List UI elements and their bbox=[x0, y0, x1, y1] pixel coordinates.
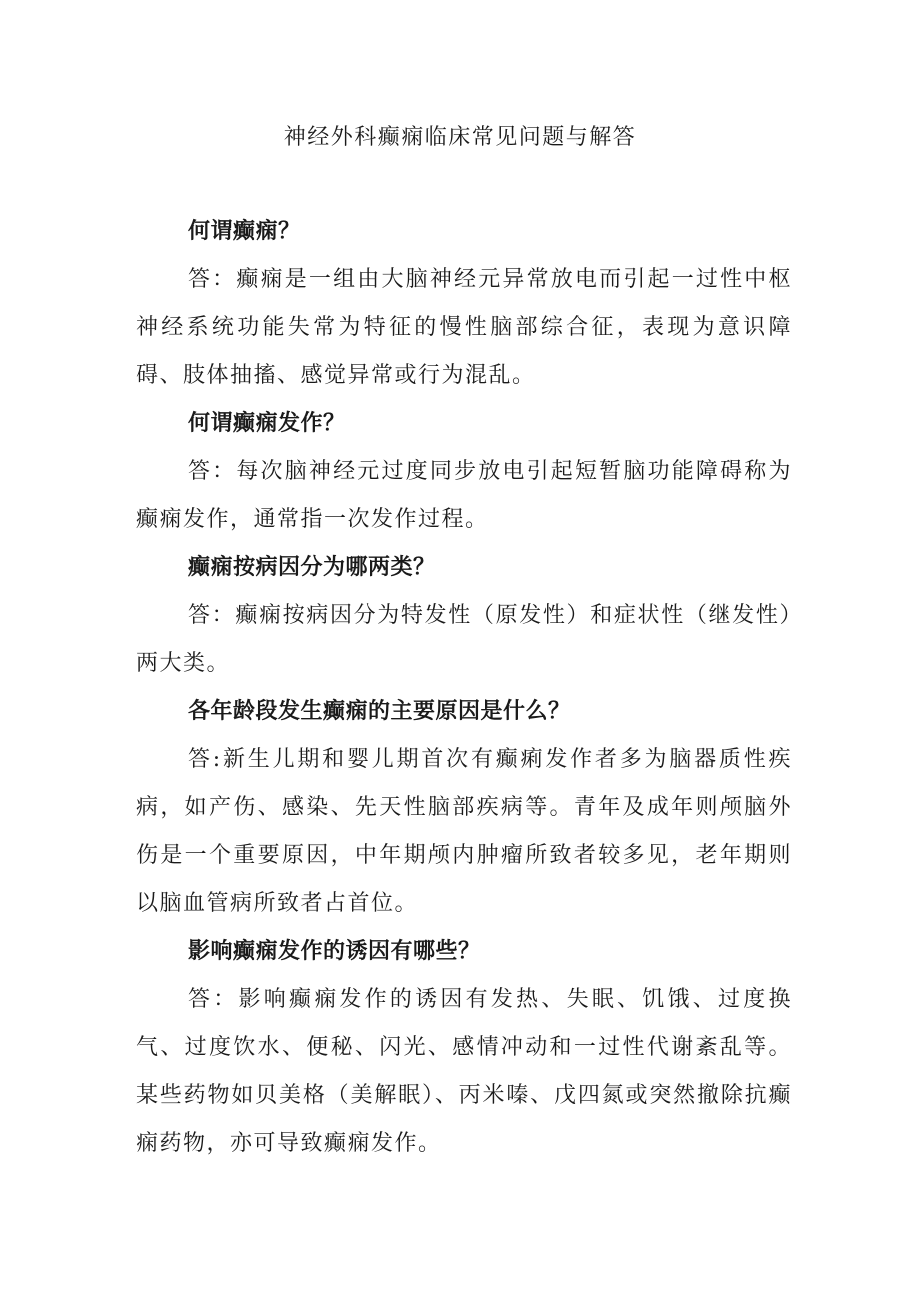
qa-item bbox=[136, 544, 792, 688]
answer-paragraph: 答：癫痫按病因分为特发性（原发性）和症状性（继发性）两大类。 bbox=[136, 603, 792, 676]
qa-item bbox=[136, 688, 792, 928]
question-heading: 癫痫按病因分为哪两类？ bbox=[188, 555, 436, 580]
qa-item bbox=[136, 208, 792, 400]
question-heading: 各年龄段发生癫痫的主要原因是什么？ bbox=[188, 699, 571, 724]
question-heading: 何谓癫痫？ bbox=[188, 219, 301, 244]
qa-item bbox=[136, 928, 792, 1168]
question-heading: 何谓癫痫发作？ bbox=[188, 411, 346, 436]
answer-paragraph: 答：癫痫是一组由大脑神经元异常放电而引起一过性中枢神经系统功能失常为特征的慢性脑部综合征，表现为意识障碍、肢体抽搐、感觉异常或行为混乱。 bbox=[136, 267, 792, 388]
document-title: 神经外科癫痫临床常见问题与解答 bbox=[283, 125, 637, 150]
answer-paragraph: 答:新生儿期和婴儿期首次有癫痢发作者多为脑器质性疾病，如产伤、感染、先天性脑部疾病等。青年及成年则颅脑外伤是一个重要原因，中年期颅内肿瘤所致者较多见，老年期则以脑血管病所致者占首位。 bbox=[136, 747, 792, 916]
answer-paragraph: 答：每次脑神经元过度同步放电引起短暂脑功能障碍称为癫痫发作，通常指一次发作过程。 bbox=[136, 459, 792, 532]
answer-paragraph: 答：影响癫痫发作的诱因有发热、失眠、饥饿、过度换气、过度饮水、便秘、闪光、感情冲动和一过性代谢紊乱等。某些药物如贝美格（美解眠）、丙米嗪、戊四氮或突然撤除抗癫痫药物，亦可导致癫痫发作。 bbox=[136, 987, 792, 1156]
question-heading: 影响癫痫发作的诱因有哪些？ bbox=[188, 939, 481, 964]
qa-list bbox=[136, 208, 792, 1168]
qa-item bbox=[136, 400, 792, 544]
